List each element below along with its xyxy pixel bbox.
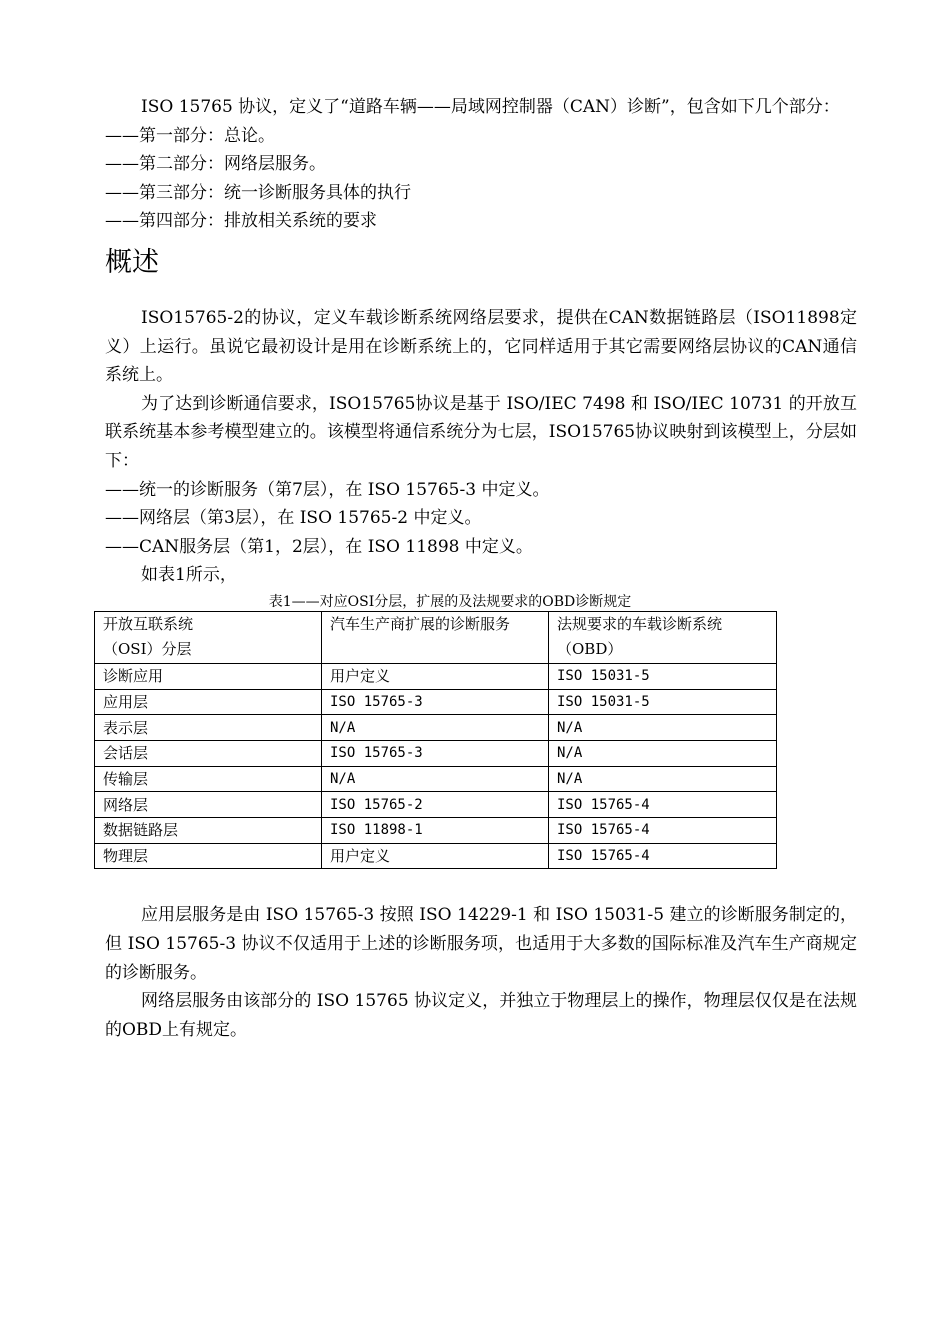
table-cell: ISO 15765-3 [322, 740, 549, 766]
section-heading: 概述 [105, 246, 159, 278]
table-cell: N/A [322, 766, 549, 792]
table-cell: 诊断应用 [95, 663, 322, 689]
table-cell: ISO 11898-1 [322, 818, 549, 844]
header-cell-obd [549, 611, 777, 663]
table-row [95, 792, 777, 818]
closing-paragraph-1: 应用层服务是由 ISO 15765-3 按照 ISO 14229-1 和 ISO 15031-5 建立的诊断服务制定的，但 ISO 15765-3 协议不仅适用于上述的诊断服务项，也适用于大多数的国际标准及汽车生产商规定的诊断服务。 [105, 905, 857, 983]
table-row [95, 818, 777, 844]
table-cell: 传输层 [95, 766, 322, 792]
intro-paragraph: ISO 15765 协议，定义了“道路车辆——局域网控制器（CAN）诊断”，包含如下几个部分： [141, 97, 840, 117]
table-cell: N/A [549, 766, 777, 792]
layer-list-item-2: ——网络层（第3层），在 ISO 15765-2 中定义。 [105, 508, 482, 529]
header-cell-line: 汽车生产商扩展的诊断服务 [330, 614, 511, 633]
part-list-item-4: ——第四部分：排放相关系统的要求 [105, 211, 377, 232]
table-cell: 用户定义 [322, 663, 549, 689]
table-cell: ISO 15765-4 [549, 818, 777, 844]
header-cell-osi [95, 611, 322, 663]
document-page [105, 93, 857, 1044]
layer-list-item-1: ——统一的诊断服务（第7层），在 ISO 15765-3 中定义。 [105, 479, 550, 500]
table-row [95, 766, 777, 792]
overview-paragraph-2: 为了达到诊断通信要求，ISO15765协议是基于 ISO/IEC 7498 和 ISO/IEC 10731 的开放互联系统基本参考模型建立的。该模型将通信系统分为七层，ISO15765协议映射到该模型上，分层如下： [105, 393, 857, 471]
table-caption: 表1——对应OSI分层，扩展的及法规要求的OBD诊断规定 [268, 593, 632, 610]
table-cell: ISO 15765-4 [549, 792, 777, 818]
closing-paragraph-2: 网络层服务由该部分的 ISO 15765 协议定义，并独立于物理层上的操作，物理层仅仅是在法规的OBD上有规定。 [105, 991, 857, 1040]
part-list-item-2: ——第二部分：网络层服务。 [105, 154, 326, 175]
table-cell: ISO 15765-4 [549, 843, 777, 869]
header-cell-line: 开放互联系统 [103, 614, 194, 633]
table-cell: N/A [549, 715, 777, 741]
table-row [95, 715, 777, 741]
part-list-item-3: ——第三部分：统一诊断服务具体的执行 [105, 182, 411, 203]
part-list-item-1: ——第一部分：总论。 [105, 125, 275, 146]
table-cell: N/A [549, 740, 777, 766]
table-cell: 会话层 [95, 740, 322, 766]
table-row [95, 689, 777, 715]
spacer [105, 869, 857, 901]
osi-table [94, 611, 777, 870]
table-cell: 表示层 [95, 715, 322, 741]
header-cell-line: （OBD） [557, 639, 623, 658]
table-cell: 数据链路层 [95, 818, 322, 844]
table-cell: N/A [322, 715, 549, 741]
table-cell: ISO 15765-2 [322, 792, 549, 818]
header-cell-line: 法规要求的车载诊断系统 [557, 614, 723, 633]
table-cell: 应用层 [95, 689, 322, 715]
header-cell-manufacturer [322, 611, 549, 663]
table-cell: ISO 15031-5 [549, 663, 777, 689]
table-cell: 网络层 [95, 792, 322, 818]
overview-paragraph-1: ISO15765-2的协议，定义车载诊断系统网络层要求，提供在CAN数据链路层（ISO11898定义）上运行。虽说它最初设计是用在诊断系统上的，它同样适用于其它需要网络层协议的CAN通信系统上。 [105, 307, 857, 386]
table-row [95, 843, 777, 869]
header-cell-line: （OSI）分层 [103, 639, 192, 658]
table-cell: ISO 15765-3 [322, 689, 549, 715]
table-header-row [95, 611, 777, 663]
table-reference: 如表1所示， [141, 565, 237, 586]
layer-list-item-3: ——CAN服务层（第1，2层），在 ISO 11898 中定义。 [105, 536, 533, 557]
table-cell: ISO 15031-5 [549, 689, 777, 715]
table-cell: 用户定义 [322, 843, 549, 869]
table-row [95, 740, 777, 766]
table-row [95, 663, 777, 689]
table-cell: 物理层 [95, 843, 322, 869]
